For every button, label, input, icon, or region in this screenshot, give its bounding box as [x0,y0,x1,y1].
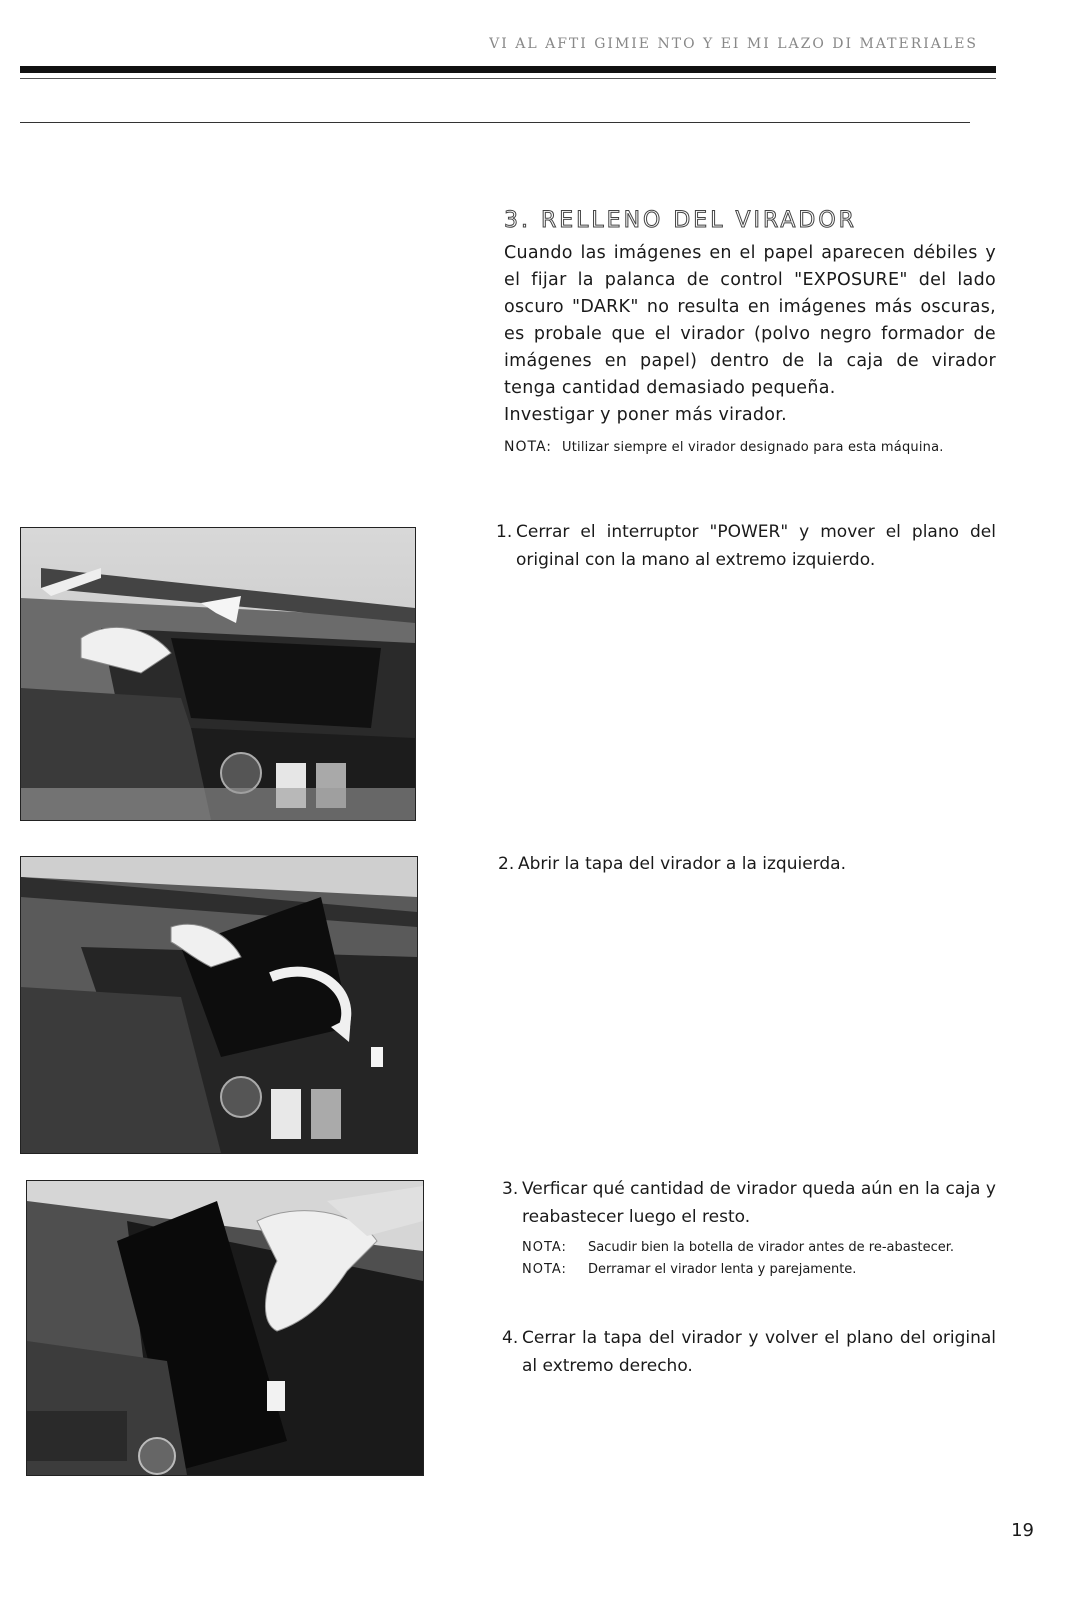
step-number: 3. [502,1179,519,1199]
step-number: 4. [502,1328,519,1348]
photo-step-2 [20,856,418,1154]
step-3-note [522,1237,996,1259]
step-number: 2. [498,854,515,874]
step-1 [496,518,996,574]
step-text: Verficar qué cantidad de virador queda aún en la caja y reabastecer luego el resto. [522,1179,996,1227]
note-label: NOTA: [522,1262,567,1277]
note-text: Sacudir bien la botella de virador antes de re-abastecer. [588,1240,955,1255]
section-rule [20,122,970,123]
intro-paragraph-2: Investigar y poner más virador. [504,405,788,425]
page-number: 19 [1011,1520,1034,1541]
note-label: NOTA: [504,439,553,455]
step-text: Cerrar el interruptor "POWER" y mover el plano del original con la mano al extremo izquierdo. [516,522,996,570]
step-number: 1. [496,522,513,542]
photo-step-1 [20,527,416,821]
intro-block [504,240,996,458]
step-text: Cerrar la tapa del virador y volver el plano del original al extremo derecho. [522,1328,996,1376]
header-rule-thin [20,78,996,79]
step-3 [502,1175,996,1281]
header-rule-thick [20,66,996,73]
intro-note [504,437,996,458]
note-text: Utilizar siempre el virador designado para esta máquina. [562,440,944,455]
section-title: 3. RELLENO DEL VIRADOR [504,208,857,234]
intro-paragraph: Cuando las imágenes en el papel aparecen débiles y el fijar la palanca de control "EXPOSURE" del lado oscuro "DARK" no resulta en imágenes más oscuras, es probale que el virador (polvo negro formador de imágenes en papel) dentro de la caja de virador tenga cantidad demasiado pequeña. [504,243,996,398]
step-text: Abrir la tapa del virador a la izquierda. [518,854,846,874]
step-3-note [522,1259,996,1281]
step-2 [498,850,996,878]
photo-step-3 [26,1180,424,1476]
step-4 [502,1324,996,1380]
running-header: VI AL AFTI GIMIE NTO Y EI MI LAZO DI MATERIALES [489,36,978,52]
note-text: Derramar el virador lenta y parejamente. [588,1262,857,1277]
note-label: NOTA: [522,1240,567,1255]
